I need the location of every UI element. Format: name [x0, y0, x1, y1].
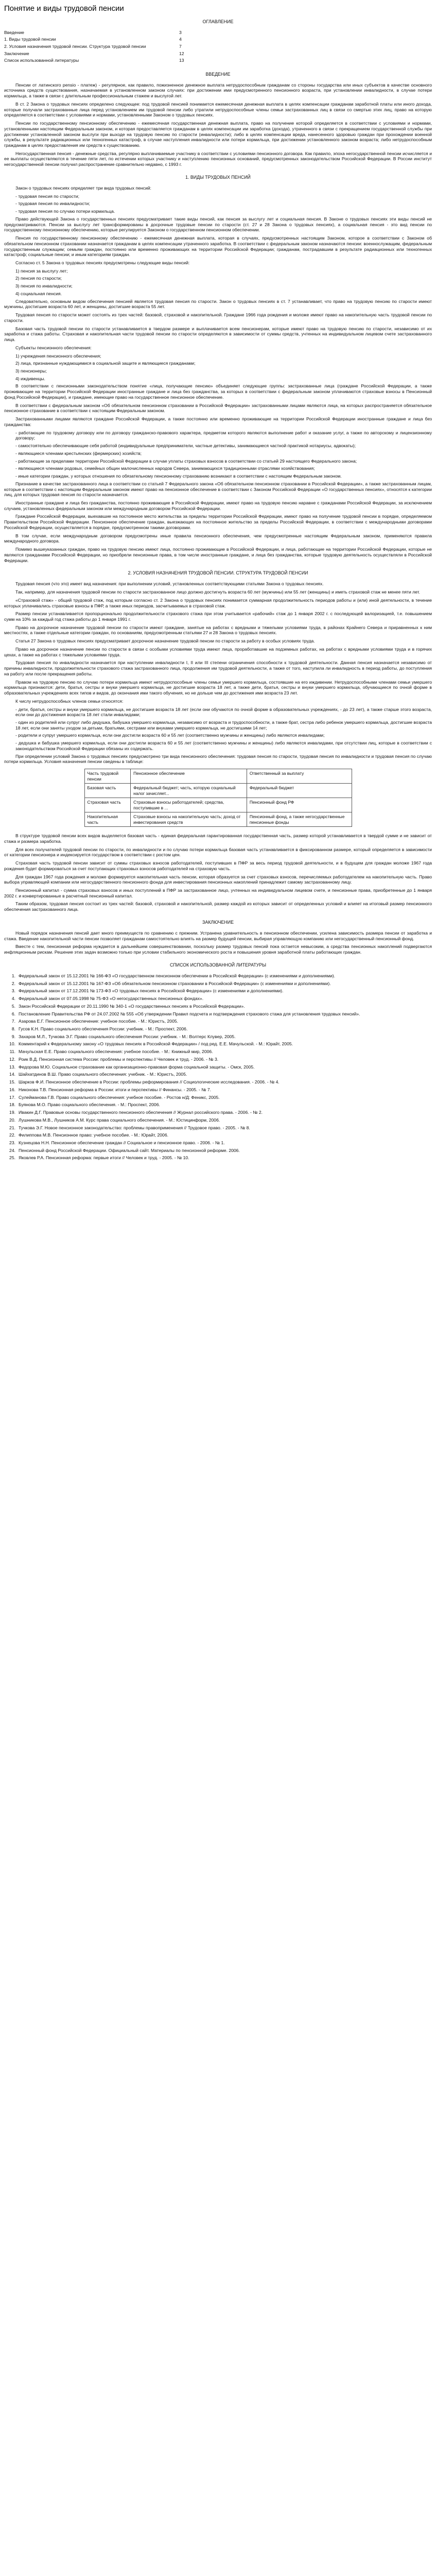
- reference-number: 3.: [11, 988, 15, 994]
- reference-number: 5.: [11, 1003, 15, 1009]
- toc-item-page: 13: [179, 58, 184, 63]
- reference-text: Никонова Т.В. Пенсионная реформа в России: итоги и перспективы // Финансы. - 2005. - № 7.: [19, 1087, 211, 1092]
- insured-item: - работающие по трудовому договору или по договору гражданско-правового характера, предметом которого являются выполнение работ и оказание услуг, а также по авторскому и лицензионному договору;: [15, 430, 432, 441]
- intro-paragraph: Пенсии по государственному пенсионному обеспечению - ежемесячная государственная денежная выплата, право на получение которой определяется в соответствии с условиями и нормами, установленными настоящим Федеральным законом, и которая предоставляется гражданам в целях компенсации им заработка (дохода), утраченного в связи с прекращением государственной службы при достижении установленной законом выслуги при выходе на трудовую пенсию по старости (инвалидности); либо в целях компенсации вреда, нанесенного здоровью граждан при прохождении военной службы, в результате радиационных или техногенных катастроф, в случае наступления инвалидности или потери кормильца, при достижении установленного законом возраста; либо нетрудоспособным гражданам в целях предоставления им средств к существованию.: [4, 121, 432, 148]
- document: [0, 0, 436, 1175]
- table-cell: Страховые взносы на накопительную часть; доход от инвестирования средств: [131, 812, 247, 827]
- reference-text: Тучкова Э.Г. Новое пенсионное законодательство: проблемы правоприменения // Трудовое право. - 2005. - № 8.: [19, 1125, 250, 1130]
- toc-item: [4, 29, 200, 36]
- toc-item-label: 2. Условия назначения трудовой пенсии. Структура трудовой пенсии: [4, 43, 146, 49]
- reference-item: [4, 1148, 432, 1154]
- reference-text: Закон Российской Федерации от 20.11.1990 № 340-1 «О государственных пенсиях в Российской Федерации».: [19, 1003, 245, 1009]
- table-row: [84, 784, 352, 798]
- table-header-cell: Пенсионное обеспечение: [131, 769, 247, 784]
- reference-item: [4, 1019, 432, 1024]
- toc-item-page: 12: [179, 50, 184, 56]
- section1-paragraph: Согласно ст. 5 Закона о трудовых пенсиях предусмотрены следующие виды пенсий:: [15, 260, 190, 265]
- reference-number: 21.: [9, 1125, 15, 1130]
- table-cell: Пенсионный фонд, а также негосударственные пенсионные фонды: [247, 812, 352, 827]
- reference-number: 9.: [11, 1033, 15, 1039]
- reference-item: [4, 1049, 432, 1055]
- reference-text: Яковлев Р.А. Пенсионная реформа: первые итоги // Человек и труд. - 2005. - № 10.: [19, 1155, 189, 1161]
- pension-kind-item: - трудовая пенсия по случаю потери кормильца.: [15, 209, 115, 214]
- conclusion-paragraph: Новый порядок назначения пенсий дает много преимуществ по сравнению с прежним. Устранена уравнительность в пенсионном обеспечении, усилена зависимость размера пенсии от заработка и стажа. Введение накопительной части пенсии позволяет гражданам самостоятельно влиять на размер будущей пенсии, выбирая управляющую компанию или негосударственный пенсионный фонд.: [4, 930, 432, 941]
- reference-text: Комментарий к Федеральному закону «О трудовых пенсиях в Российской Федерации» / под ред. Е.Е. Мачульской. - М.: Юрайт, 2005.: [19, 1041, 293, 1047]
- reference-item: [4, 1064, 432, 1070]
- reference-item: [4, 1102, 432, 1108]
- reference-number: 10.: [9, 1041, 15, 1047]
- intro-paragraph: В ст. 2 Закона о трудовых пенсиях определено следующее: под трудовой пенсией понимается ежемесячная денежная выплата в целях компенсации гражданам заработной платы или иного дохода, которые получали застрахованные лица перед установлением им трудовой пенсии либо утратили нетрудоспособные члены семьи застрахованных лиц в связи со смертью этих лиц, право на которую определяется в соответствии с условиями и нормами, установленными Законом о трудовых пенсиях.: [4, 101, 432, 118]
- reference-item: [4, 1057, 432, 1062]
- reference-item: [4, 996, 432, 1002]
- pension-kind-item: - трудовая пенсия по старости;: [15, 193, 79, 199]
- reference-text: Федорова М.Ю. Социальное страхование как организационно-правовая форма социальной защиты. - Омск, 2005.: [19, 1064, 255, 1070]
- reference-item: [4, 1079, 432, 1085]
- reference-text: Захаров М.Л., Тучкова Э.Г. Право социального обеспечения России: учебник. - М.: Волтерс Клувер, 2005.: [19, 1033, 236, 1039]
- intro-heading: ВВЕДЕНИЕ: [205, 71, 231, 77]
- reference-item: [4, 1087, 432, 1093]
- family-member-item: - один из родителей или супруг либо дедушка, бабушка умершего кормильца, независимо от возраста и трудоспособности, а также брат, сестра либо ребенок умершего кормильца, достигшие возраста 18 лет, если они заняты уходом за детьми, братьями, сестрами или внуками умершего кормильца, не достигшими 14 лет;: [15, 719, 432, 731]
- section2-paragraph: Правом на трудовую пенсию по случаю потери кормильца имеют нетрудоспособные члены семьи умершего кормильца, состоявшие на его иждивении. Нетрудоспособными членами семьи умершего кормильца признаются: дети, братья, сестры и внуки умершего кормильца, не достигшие возраста 18 лет, а также дети, братья, сестры и внуки умершего кормильца, обучающиеся по очной форме в образовательных учреждениях всех типов и видов, до окончания ими такого обучения, но не дольше чем до достижения ими возраста 23 лет.: [4, 679, 432, 696]
- toc-heading: ОГЛАВЛЕНИЕ: [202, 19, 234, 24]
- section2-paragraph: Для граждан 1967 года рождения и моложе формируется накопительная часть пенсии, которая образуется за счет страховых взносов, перечисляемых работодателем на накопительную часть. Право выбора управляющей компании или негосударственного пенсионного фонда для инвестирования пенсионных накоплений принадлежит самому застрахованному лицу.: [4, 874, 432, 885]
- reference-item: [4, 1072, 432, 1077]
- reference-number: 11.: [9, 1049, 15, 1055]
- reference-item: [4, 1011, 432, 1017]
- section1-paragraph: Трудовая пенсия по старости может состоять из трех частей: базовой, страховой и накопительной. Граждане 1966 года рождения и моложе имеют право на накопительную часть трудовой пенсии по старости.: [4, 312, 432, 323]
- reference-number: 23.: [9, 1140, 15, 1145]
- reference-item: [4, 1117, 432, 1123]
- reference-item: [4, 973, 432, 979]
- conclusion-heading: ЗАКЛЮЧЕНИЕ: [202, 919, 234, 925]
- reference-text: Федеральный закон от 17.12.2001 № 173-ФЗ «О трудовых пенсиях в Российской Федерации» (с изменениями и дополнениями).: [19, 988, 284, 994]
- reference-text: Буянова М.О. Право социального обеспечения. - М.: Проспект, 2006.: [19, 1102, 160, 1108]
- toc-item-label: Заключение: [4, 50, 29, 56]
- reference-number: 8.: [11, 1026, 15, 1031]
- section1-paragraph: Признание в качестве застрахованного лица в соответствии со статьей 7 Федерального закона «Об обязательном пенсионном страховании в Российской Федерации», а также застрахованным лицам, которые в соответствии с настоящим Федеральным законом имеют право на пенсионное обеспечение в соответствии с Законом Российской Федерации «О государственных пенсиях», относятся к категории лиц, для которых трудовая пенсия по старости назначается.: [4, 481, 432, 498]
- family-member-item: - дети, братья, сестры и внуки умершего кормильца, не достигшие возраста 18 лет (если они обучаются по очной форме в образовательных учреждениях, - до 23 лет), а также старше этого возраста, если они до достижения возраста 18 лет стали инвалидами;: [15, 706, 432, 718]
- reference-text: Ивакин Д.Г. Правовые основы государственного пенсионного обеспечения // Журнал российского права. - 2006. - № 2.: [19, 1110, 263, 1115]
- reference-number: 17.: [9, 1094, 15, 1100]
- section2-paragraph: Статья 27 Закона о трудовых пенсиях предусматривает досрочное назначение трудовой пенсии по старости за работу в особых условиях труда.: [15, 638, 315, 644]
- reference-number: 13.: [9, 1064, 15, 1070]
- toc-item-label: Список использованной литературы: [4, 58, 79, 63]
- table-cell: Страховые взносы работодателей; средства, поступившие в ...: [131, 798, 247, 812]
- section1-paragraph: В соответствии с федеральным законом «Об обязательном пенсионном страховании в Российской Федерации» застрахованными лицами являются лица, на которых распространяется обязательное пенсионное страхование в соответствии с настоящим Федеральным законом.: [4, 402, 432, 414]
- section1-paragraph: Базовая часть трудовой пенсии по старости устанавливается в твердом размере и выплачивается всем пенсионерам, которые имеют право на трудовую пенсию по старости, независимо от их заработка и стажа работы. Страховая и накопительная части трудовой пенсии по старости определяются в зависимости от суммы средств, учтенных на индивидуальном лицевом счете застрахованного лица.: [4, 326, 432, 343]
- reference-text: Филиппова М.В. Пенсионное право: учебное пособие. - М.: Юрайт, 2006.: [19, 1132, 169, 1138]
- gp-kind-item: 1) пенсия за выслугу лет;: [15, 268, 68, 274]
- reference-text: Кузнецова Н.Н. Пенсионное обеспечение граждан // Социальное и пенсионное право. - 2006. - № 1.: [19, 1140, 225, 1145]
- reference-item: [4, 1155, 432, 1161]
- reference-number: 24.: [9, 1147, 15, 1153]
- reference-item: [4, 1140, 432, 1146]
- reference-text: Роик В.Д. Пенсионная система России: проблемы и перспективы // Человек и труд. - 2006. - № 3.: [19, 1056, 219, 1062]
- table-header-row: [84, 769, 352, 784]
- table-cell: Федеральный бюджет; часть, которую социальный налог зачисляет...: [131, 784, 247, 798]
- reference-number: 16.: [9, 1087, 15, 1092]
- reference-number: 22.: [9, 1132, 15, 1138]
- insured-item: - являющиеся членами родовых, семейных общин малочисленных народов Севера, занимающихся традиционными отраслями хозяйствования;: [15, 466, 315, 471]
- subject-item: 2) лица, признанные нуждающимися в социальной защите и являющиеся гражданами;: [15, 361, 196, 366]
- section2-paragraph: Размер пенсии устанавливается пропорционально продолжительности страхового стажа при этом учитывается «рабочий» стаж до 1 января 2002 г. с последующей валоризацией, т.е. повышением сумм на 10% за каждый год стажа работы до 1 января 1991 г.: [4, 611, 432, 622]
- reference-text: Пенсионный фонд Российской Федерации. Официальный сайт. Материалы по пенсионной реформе. 2006.: [19, 1147, 240, 1153]
- reference-text: Федеральный закон от 15.12.2001 № 166-ФЗ «О государственном пенсионном обеспечении в Российской Федерации» (с изменениями и дополнениями).: [19, 973, 336, 978]
- toc-item-page: 3: [179, 29, 182, 35]
- section1-paragraph: В том случае, если международным договором предусмотрены иные правила пенсионного обеспечения, чем предусмотренные настоящим Федеральным законом, применяются правила международного договора.: [4, 533, 432, 544]
- conclusion-paragraph: Вместе с тем, пенсионная реформа нуждается в дальнейшем совершенствовании, поскольку размер трудовых пенсий пока остается невысоким, а средства пенсионных накоплений подвергаются инфляционным рискам. Решение этих задач возможно только при условии стабильного экономического роста и повышения уровня заработной платы работающих граждан.: [4, 944, 432, 955]
- insured-item: - работающие за пределами территории Российской Федерации в случае уплаты страховых взносов в соответствии со статьей 29 настоящего Федерального закона;: [15, 458, 357, 464]
- gp-kind-item: 4) социальная пенсия.: [15, 291, 62, 296]
- reference-number: 6.: [11, 1011, 15, 1016]
- reference-item: [4, 1132, 432, 1138]
- family-member-item: - родители и супруг умершего кормильца, если они достигли возраста 60 и 55 лет (соответственно мужчины и женщины) либо являются инвалидами;: [15, 733, 325, 738]
- reference-text: Мачульская Е.Е. Право социального обеспечения: учебное пособие. - М.: Книжный мир, 2006.: [19, 1049, 213, 1055]
- reference-text: Шарков Ф.И. Пенсионное обеспечение в России: проблемы реформирования // Социологические исследования. - 2006. - № 4.: [19, 1079, 280, 1085]
- section1-paragraph: В соответствии с пенсионными законодательством понятие «лица, получающие пенсию» объединяет следующие группы: застрахованные лица (граждане Российской Федерации, а также проживающие на территории Российской Федерации иностранные граждане и лица без гражданства, за которых в соответствии с федеральным законом уплачиваются страховые взносы в Пенсионный фонд Российской Федерации), и граждане, имеющие право на государственное пенсионное обеспечение.: [4, 383, 432, 400]
- gp-kind-item: 3) пенсия по инвалидности;: [15, 283, 73, 289]
- insured-item: - являющиеся членами крестьянских (фермерских) хозяйств;: [15, 450, 142, 456]
- section2-paragraph: К числу нетрудоспособных членов семьи относятся:: [15, 698, 124, 704]
- reference-text: Шайхатдинов В.Ш. Право социального обеспечения: учебник. - М.: Юристъ, 2005.: [19, 1072, 187, 1077]
- table-cell: Страховая часть: [84, 798, 131, 812]
- table-cell: Базовая часть: [84, 784, 131, 798]
- toc-item-label: 1. Виды трудовой пенсии: [4, 37, 56, 42]
- intro-paragraph: Пенсии от латинского pensio - платеж) - регулярное, как правило, пожизненное денежное выплата нетрудоспособным гражданам со стороны государства или иных субъектов в качестве основного источника средств существования, назначаемая в установленном законом случаях: при достижении ими предусмотренного пенсионного возраста, при установлении инвалидности, в случае потери кормильца, а также в связи с длительным профессиональным стажем и выслугой лет.: [4, 82, 432, 99]
- table-row: [84, 798, 352, 812]
- section1-paragraph: Пенсия по государственному пенсионному обеспечению - ежемесячная денежная выплата, которая в случаях, предусмотренных настоящим Законом, которое в соответствии с Законом об обязательном пенсионном страховании назначается гражданам в целях компенсации утраченного заработка. В соответствии с федеральным законом назначаются пенсии: военнослужащим, федеральным государственным служащим; семьям граждан, постоянно или временно проживающих на территории Российской Федерации; гражданам, пострадавшим в результате радиационных или техногенных катастроф; социальные пенсии; и иным категориям граждан.: [4, 235, 432, 258]
- section2-paragraph: Страховая часть трудовой пенсии зависит от суммы страховых взносов работодателей, поступивших в ПФР за весь период трудовой деятельности, и в будущем для граждан моложе 1967 года рождения будет формироваться за счет поступающих страховых взносов работодателей на страховую часть.: [4, 860, 432, 871]
- section1-paragraph: Субъекты пенсионного обеспечения:: [15, 345, 92, 350]
- reference-item: [4, 1110, 432, 1115]
- reference-number: 20.: [9, 1117, 15, 1123]
- reference-item: [4, 1034, 432, 1040]
- reference-text: Федеральный закон от 07.05.1998 № 75-ФЗ «О негосударственных пенсионных фондах».: [19, 996, 204, 1002]
- pension-parts-table: [84, 769, 352, 827]
- reference-number: 1.: [11, 973, 15, 978]
- section2-paragraph: Таким образом, трудовая пенсия состоит из трех частей: базовой, страховой и накопительной, размер каждой из которых зависит от определенных условий и влияет на итоговый размер пенсионного обеспечения застрахованного лица.: [4, 901, 432, 912]
- toc-item: [4, 36, 200, 43]
- reference-text: Федеральный закон от 15.12.2001 № 167-ФЗ «Об обязательном пенсионном страховании в Российской Федерации» (с изменениями и дополнениями).: [19, 980, 331, 986]
- section1-paragraph: Помимо вышеуказанных граждан, право на трудовую пенсию имеют лица, постоянно проживающие в Российской Федерации, и лица, работающие на территории Российской Федерации, которые не являются гражданами Российской Федерации, но приобрели пенсионные права, в том числе иностранные граждане, и лица без гражданства, которые трудовую деятельность осуществляли в Российской Федерации.: [4, 547, 432, 563]
- section2-paragraph: Для всех получателей трудовой пенсии по старости, по инвалидности и по случаю потери кормильца базовая часть устанавливается в фиксированном размере, который определяется в зависимости от категории пенсионера и индексируется государством в соответствии с ростом цен.: [4, 846, 432, 858]
- reference-item: [4, 1095, 432, 1100]
- table-cell: Накопительная часть: [84, 812, 131, 827]
- pension-kind-item: - трудовая пенсия по инвалидности;: [15, 201, 90, 207]
- section2-paragraph: Право на досрочное назначение трудовой пенсии по старости имеют граждане, занятые на работах с вредными и тяжелыми условиями труда, в районах Крайнего Севера и приравненных к ним местностях, а также отдельные категории граждан, по основаниям, предусмотренным статьями 27 и 28 Закона о трудовых пенсиях.: [4, 624, 432, 636]
- section2-paragraph: При определении условий Закона о трудовых пенсиях предусмотрено три вида пенсионного обеспечения: трудовая пенсия по старости, трудовая пенсия по инвалидности и трудовая пенсия по случаю потери кормильца. Условия назначения пенсии сведены в таблице:: [4, 753, 432, 765]
- reference-number: 2.: [11, 980, 15, 986]
- references-list: [4, 973, 432, 1161]
- reference-item: [4, 981, 432, 987]
- table-of-contents: [4, 29, 200, 64]
- intro-paragraph: Негосударственная пенсия - денежные средства, регулярно выплачиваемые участнику в соответствии с условиями пенсионного договора. Как правило, эпоха негосударственной пенсии исчисляется и ее выплаты осуществляются в течение пяти лет, по истечении которых участнику и наступлению пенсионных оснований, предусмотренных законодательством Российской Федерации. В России институт негосударственной пенсии получил распространение сравнительно недавно, с 1993 г.: [4, 150, 432, 167]
- reference-number: 7.: [11, 1019, 15, 1024]
- section2-paragraph: Право на досрочное назначение пенсии по старости в связи с особыми условиями труда имеют лица, проработавшие на подземных работах, на работах с вредными условиями труда и в горячих цехах, а также на работах с тяжелыми условиями труда.: [4, 646, 432, 657]
- section1-paragraph: Право действующей Закона о государственных пенсиях предусматривает такие виды пенсий, как пенсия за выслугу лет и социальная пенсия. В Законе о трудовых пенсиях эти виды пенсий не предусматриваются. Пенсии за выслугу лет трансформированы в досрочные трудовые пенсии по старости (ст. 27 и 28 Закона о трудовых пенсиях), а социальная пенсия - это вид пенсии по государственному пенсионному обеспечению, которые регулируется Законом о государственном пенсионном обеспечении.: [4, 216, 432, 233]
- reference-number: 25.: [9, 1155, 15, 1161]
- subject-item: 1) учреждения пенсионного обеспечения;: [15, 353, 101, 359]
- page-title: Понятие и виды трудовой пенсии: [4, 4, 124, 13]
- reference-number: 12.: [9, 1056, 15, 1062]
- section2-paragraph: В структуре трудовой пенсии всех видов выделяется базовая часть - единая федеральная гарантированная государственная часть, размер которой устанавливается в твердой сумме и не зависит от стажа и размера заработка.: [4, 833, 432, 844]
- subject-item: 4) иждивенцы.: [15, 376, 45, 381]
- section2-heading: 2. УСЛОВИЯ НАЗНАЧЕНИЯ ТРУДОВОЙ ПЕНСИИ. СТРУКТУРА ТРУДОВОЙ ПЕНСИИ: [128, 570, 308, 576]
- reference-number: 14.: [9, 1072, 15, 1077]
- section2-paragraph: Пенсионный капитал - сумма страховых взносов и иных поступлений в ПФР за застрахованное лицо, учтенных на индивидуальном лицевом счете, и пенсионные права, приобретенные до 1 января 2002 г. и конвертированные в расчетный пенсионный капитал.: [4, 888, 432, 899]
- section2-paragraph: Трудовая пенсия (что это) имеет вид назначения: при выполнении условий, установленных соответствующими статьями Закона о трудовых пенсиях.: [15, 581, 324, 587]
- reference-number: 19.: [9, 1110, 15, 1115]
- toc-item: [4, 50, 200, 57]
- table-row: [84, 812, 352, 827]
- reference-text: Лушникова М.В., Лушников А.М. Курс права социального обеспечения. - М.: Юстицинформ, 2006.: [19, 1117, 220, 1123]
- insured-item: - иные категории граждан, у которых отношения по обязательному пенсионному страхованию возникают в соответствии с настоящим Федеральным законом.: [15, 473, 342, 479]
- reference-item: [4, 1004, 432, 1009]
- section2-paragraph: Трудовая пенсия по инвалидности назначается при наступлении инвалидности I, II или III степени ограничения способности к трудовой деятельности. Данная пенсия назначается независимо от причины инвалидности, продолжительности страхового стажа застрахованного лица, продолжения им трудовой деятельности, а также от того, наступила ли инвалидность в период работы, до поступления на работу или после прекращения работы.: [4, 660, 432, 676]
- table-header-cell: Ответственный за выплату: [247, 769, 352, 784]
- reference-item: [4, 1125, 432, 1131]
- section1-paragraph: Застрахованными лицами являются граждане Российской Федерации, а также постоянно или временно проживающие на территории Российской Федерации иностранные граждане и лица без гражданства:: [4, 416, 432, 427]
- table-cell: Федеральный бюджет: [247, 784, 352, 798]
- section1-heading: 1. ВИДЫ ТРУДОВЫХ ПЕНСИЙ: [185, 174, 251, 180]
- reference-text: Азарова Е.Г. Пенсионное обеспечение: учебное пособие. - М.: Юристъ, 2005.: [19, 1019, 179, 1024]
- reference-number: 4.: [11, 996, 15, 1002]
- reference-item: [4, 1041, 432, 1047]
- subject-item: 3) пенсионеры;: [15, 368, 47, 374]
- section2-paragraph: Так, например, для назначения трудовой пенсии по старости застрахованное лицо должно достигнуть возраста 60 лет (мужчины) или 55 лет (женщины) и иметь страховой стаж не менее пяти лет.: [15, 589, 421, 595]
- toc-item: [4, 57, 200, 64]
- toc-item-label: Введение: [4, 29, 24, 35]
- reference-text: Постановление Правительства РФ от 24.07.2002 № 555 «Об утверждении Правил подсчета и подтверждения страхового стажа для установления трудовых пенсий».: [19, 1011, 360, 1016]
- section1-paragraph: Следовательно, основным видом обеспечения пенсией является трудовая пенсия по старости. Закон о трудовых пенсиях в ст. 7 устанавливает, что право на трудовую пенсию по старости имеют мужчины, достигшие возраста 60 лет, и женщины, достигшие возраста 55 лет.: [4, 298, 432, 310]
- toc-item: [4, 43, 200, 50]
- section1-paragraph: Граждане Российской Федерации, выехавшие на постоянное место жительства за пределы территории Российской Федерации, имеют право на получение трудовой пенсии в порядке, определяемом Правительством Российской Федерации. Пенсионное обеспечение граждан, выезжающих на постоянное жительство за пределы Российской Федерации, в соответствии с международными договорами Российской Федерации, осуществляется в порядке, предусмотренном такими договорами.: [4, 514, 432, 530]
- reference-number: 18.: [9, 1102, 15, 1108]
- reference-text: Сулейманова Г.В. Право социального обеспечения: учебное пособие. - Ростов н/Д: Феникс, 2005.: [19, 1094, 220, 1100]
- section2-paragraph: «Страховой стаж» - общий трудовой стаж, под которым согласно ст. 2 Закона о трудовых пенсиях понимается суммарная продолжительность периодов работы и (или) иной деятельности, в течение которых уплачивались страховые взносы в ПФР, а также иных периодов, засчитываемых в страховой стаж.: [4, 597, 432, 608]
- references-heading: СПИСОК ИСПОЛЬЗОВАННОЙ ЛИТЕРАТУРЫ: [170, 962, 266, 968]
- reference-text: Гусов К.Н. Право социального обеспечения России: учебник. - М.: Проспект, 2006.: [19, 1026, 188, 1031]
- section1-paragraph: Закон о трудовых пенсиях определяет три вида трудовых пенсий:: [15, 185, 151, 191]
- section1-paragraph: Иностранные граждане и лица без гражданства, постоянно проживающие в Российской Федерации, имеют право на трудовую пенсию наравне с гражданами Российской Федерации, за исключением случаев, установленных федеральным законом или международным договором Российской Федерации.: [4, 500, 432, 511]
- toc-item-page: 7: [179, 43, 182, 49]
- reference-item: [4, 988, 432, 994]
- gp-kind-item: 2) пенсия по старости;: [15, 276, 62, 281]
- reference-item: [4, 1026, 432, 1032]
- toc-item-page: 4: [179, 37, 182, 42]
- table-header-cell: Часть трудовой пенсии: [84, 769, 131, 784]
- family-member-item: - дедушка и бабушка умершего кормильца, если они достигли возраста 60 и 55 лет (соответственно мужчины и женщины) либо являются инвалидами, при отсутствии лиц, которые в соответствии с законодательством Российской Федерации обязаны их содержать.: [15, 740, 432, 751]
- insured-item: - самостоятельно обеспечивающие себя работой (индивидуальные предприниматели, частные детективы, занимающиеся частной практикой нотариусы, адвокаты);: [15, 443, 356, 449]
- reference-number: 15.: [9, 1079, 15, 1085]
- table-cell: Пенсионный фонд РФ: [247, 798, 352, 812]
